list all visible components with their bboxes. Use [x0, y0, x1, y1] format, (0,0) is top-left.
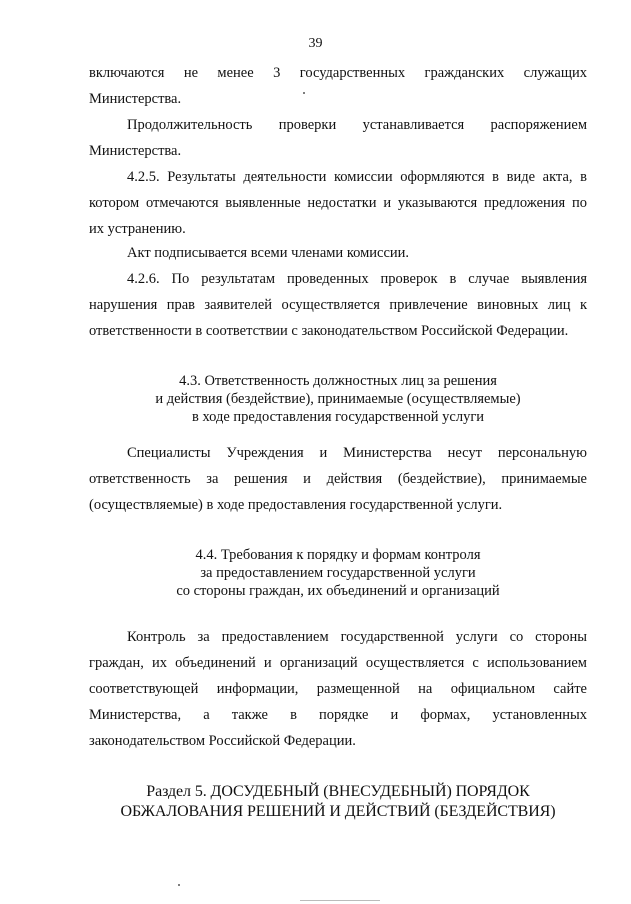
paragraph-7-line-2: граждан, их объединений и организаций осуществляется с использованием	[89, 655, 587, 671]
heading-4-3	[89, 372, 587, 426]
heading-4-3-line-1: 4.3. Ответственность должностных лиц за решения	[179, 373, 497, 389]
paragraph-1-line-2: Министерства.	[89, 91, 182, 107]
page-number: 39	[308, 36, 323, 51]
scan-edge-mark	[300, 900, 380, 901]
paragraph-6	[89, 440, 587, 518]
heading-4-4-line-2: за предоставлением государственной услуги	[200, 565, 476, 581]
paragraph-3-line-3: их устранению.	[89, 221, 186, 237]
paragraph-7-line-1: Контроль за предоставлением государственной услуги со стороны	[127, 629, 587, 645]
paragraph-3	[89, 164, 587, 242]
paragraph-3-line-1: 4.2.5. Результаты деятельности комиссии оформляются в виде акта, в	[127, 169, 587, 185]
paragraph-5-line-2: нарушения прав заявителей осуществляется привлечение виновных лиц к	[89, 297, 587, 313]
paragraph-1	[89, 60, 587, 112]
paragraph-7-line-4: Министерства, а также в порядке и формах, установленных	[89, 707, 587, 723]
paragraph-2-line-2: Министерства.	[89, 143, 182, 159]
paragraph-4	[89, 240, 587, 266]
paragraph-2-line-1: Продолжительность проверки устанавливается распоряжением	[127, 117, 587, 133]
paragraph-7	[89, 624, 587, 754]
paragraph-6-line-1: Специалисты Учреждения и Министерства несут персональную	[127, 445, 587, 461]
heading-4-4-line-1: 4.4. Требования к порядку и формам контроля	[195, 547, 481, 563]
heading-4-3-line-3: в ходе предоставления государственной услуги	[191, 409, 485, 425]
paragraph-6-line-2: ответственность за решения и действия (бездействие), принимаемые	[89, 471, 587, 487]
paragraph-4-line-1: Акт подписывается всеми членами комиссии.	[127, 245, 410, 261]
paragraph-7-line-3: соответствующей информации, размещенной на официальном сайте	[89, 681, 587, 697]
paragraph-3-line-2: котором отмечаются выявленные недостатки и указываются предложения по	[89, 195, 587, 211]
paragraph-5	[89, 266, 587, 344]
paragraph-5-line-1: 4.2.6. По результатам проведенных проверок в случае выявления	[127, 271, 587, 287]
section-5-heading-line-2: ОБЖАЛОВАНИЯ РЕШЕНИЙ И ДЕЙСТВИЙ (БЕЗДЕЙСТВИЯ)	[120, 803, 556, 820]
heading-4-4	[89, 546, 587, 600]
scan-speck	[303, 92, 305, 94]
scan-speck	[178, 884, 180, 886]
heading-4-3-line-2: и действия (бездействие), принимаемые (осуществляемые)	[155, 391, 521, 407]
section-5-heading-line-1: Раздел 5. ДОСУДЕБНЫЙ (ВНЕСУДЕБНЫЙ) ПОРЯДОК	[146, 783, 530, 800]
paragraph-2	[89, 112, 587, 164]
paragraph-5-line-3: ответственности в соответствии с законодательством Российской Федерации.	[89, 323, 569, 339]
paragraph-7-line-5: законодательством Российской Федерации.	[89, 733, 356, 749]
paragraph-6-line-3: (осуществляемые) в ходе предоставления государственной услуги.	[89, 497, 503, 513]
section-5-heading	[89, 782, 587, 822]
paragraph-1-line-1: включаются не менее 3 государственных гражданских служащих	[89, 65, 587, 81]
heading-4-4-line-3: со стороны граждан, их объединений и организаций	[176, 583, 500, 599]
